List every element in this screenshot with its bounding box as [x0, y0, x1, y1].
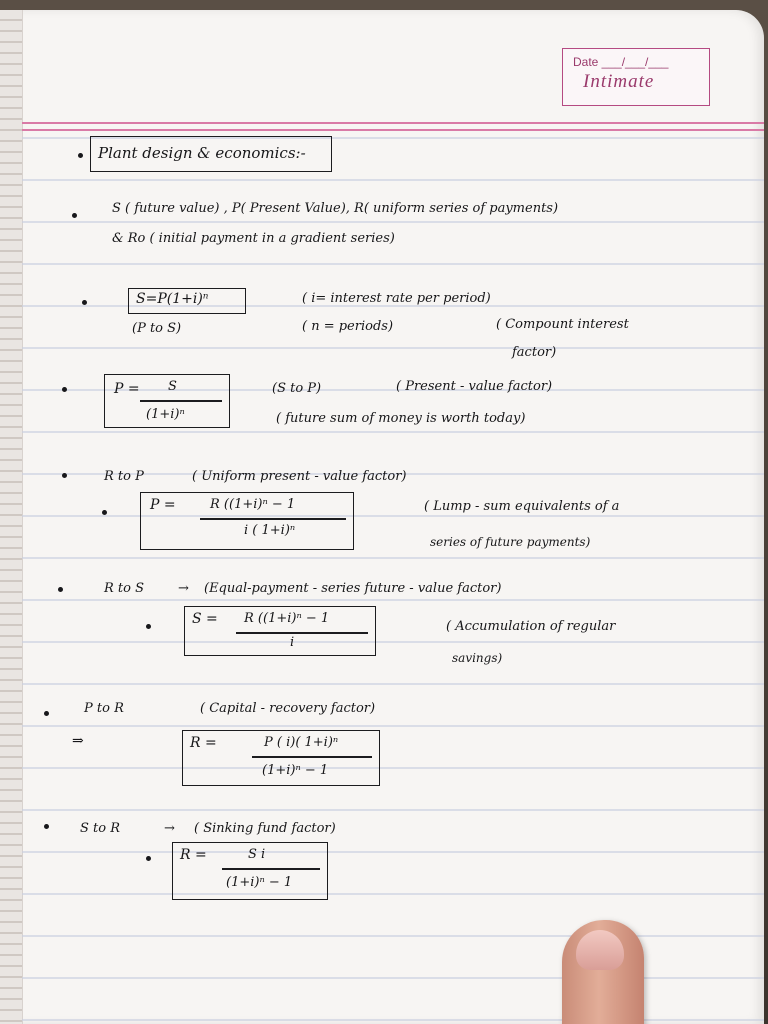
formula-denominator: (1+i)ⁿ − 1	[226, 875, 293, 890]
formula-numerator: S	[168, 379, 177, 394]
formula-denominator: (1+i)ⁿ	[146, 407, 185, 422]
header-rule	[22, 122, 764, 131]
note-r-to-s-2: savings)	[452, 651, 503, 665]
arrow-r-to-s: →	[178, 581, 189, 596]
note-interest-rate: ( i= interest rate per period)	[302, 291, 491, 306]
fingertip	[562, 920, 644, 1024]
label-r-to-p: R to P	[104, 469, 144, 484]
fraction-bar	[200, 518, 346, 520]
bullet	[102, 510, 107, 515]
label-s-to-r: S to R	[80, 821, 121, 836]
implies-arrow: ⇒	[72, 733, 84, 749]
bullet	[72, 213, 77, 218]
formula-denominator: i ( 1+i)ⁿ	[244, 523, 296, 538]
bullet	[146, 624, 151, 629]
note-r-to-p-2: series of future payments)	[430, 535, 591, 549]
formula-lhs: P =	[114, 381, 140, 397]
label-r-to-s: R to S	[104, 581, 145, 596]
formula-denominator: (1+i)ⁿ − 1	[262, 763, 329, 778]
bullet	[44, 824, 49, 829]
date-label: Date ___/___/___	[573, 55, 669, 69]
formula-numerator: S i	[248, 847, 266, 862]
formula-lhs: R =	[180, 847, 207, 863]
intro-line-2: & Ro ( initial payment in a gradient series)	[112, 231, 395, 246]
formula-p-to-s: S=P(1+i)ⁿ	[136, 291, 209, 307]
bullet	[78, 153, 83, 158]
label-s-to-p: (S to P)	[272, 381, 322, 396]
formula-lhs: R =	[190, 735, 217, 751]
note-s-to-p: ( future sum of money is worth today)	[276, 411, 526, 426]
notes-title: Plant design & economics:-	[98, 144, 306, 162]
bullet	[82, 300, 87, 305]
intro-line-1: S ( future value) , P( Present Value), R( uniform series of payments)	[112, 201, 559, 216]
bullet	[146, 856, 151, 861]
fraction-bar	[236, 632, 368, 634]
note-compound-factor-2: factor)	[512, 345, 557, 360]
note-r-to-s-1: ( Accumulation of regular	[446, 619, 616, 634]
notebook-page	[0, 10, 764, 1024]
brand-logo: Intimate	[583, 71, 655, 92]
factor-p-to-r: ( Capital - recovery factor)	[200, 701, 376, 716]
spiral-binding-edge	[0, 10, 23, 1024]
note-r-to-p-1: ( Lump - sum equivalents of a	[424, 499, 620, 514]
bullet	[58, 587, 63, 592]
fraction-bar	[252, 756, 372, 758]
formula-lhs: P =	[150, 497, 176, 513]
note-periods: ( n = periods)	[302, 319, 394, 334]
formula-lhs: S =	[192, 611, 218, 627]
bullet	[62, 473, 67, 478]
formula-numerator: R ((1+i)ⁿ − 1	[244, 611, 330, 626]
factor-r-to-p: ( Uniform present - value factor)	[192, 469, 407, 484]
note-compound-factor-1: ( Compount interest	[496, 317, 629, 332]
factor-s-to-p: ( Present - value factor)	[396, 379, 553, 394]
factor-s-to-r: ( Sinking fund factor)	[194, 821, 336, 836]
formula-numerator: P ( i)( 1+i)ⁿ	[264, 735, 339, 750]
date-box	[562, 48, 710, 106]
arrow-s-to-r: →	[164, 821, 175, 836]
formula-denominator: i	[290, 635, 295, 650]
fingernail	[576, 930, 624, 970]
fraction-bar	[222, 868, 320, 870]
bullet	[62, 387, 67, 392]
fraction-bar	[140, 400, 222, 402]
formula-numerator: R ((1+i)ⁿ − 1	[210, 497, 296, 512]
label-p-to-r: P to R	[84, 701, 124, 716]
factor-r-to-s: (Equal-payment - series future - value factor)	[204, 581, 502, 596]
bullet	[44, 711, 49, 716]
label-p-to-s: (P to S)	[132, 321, 182, 336]
